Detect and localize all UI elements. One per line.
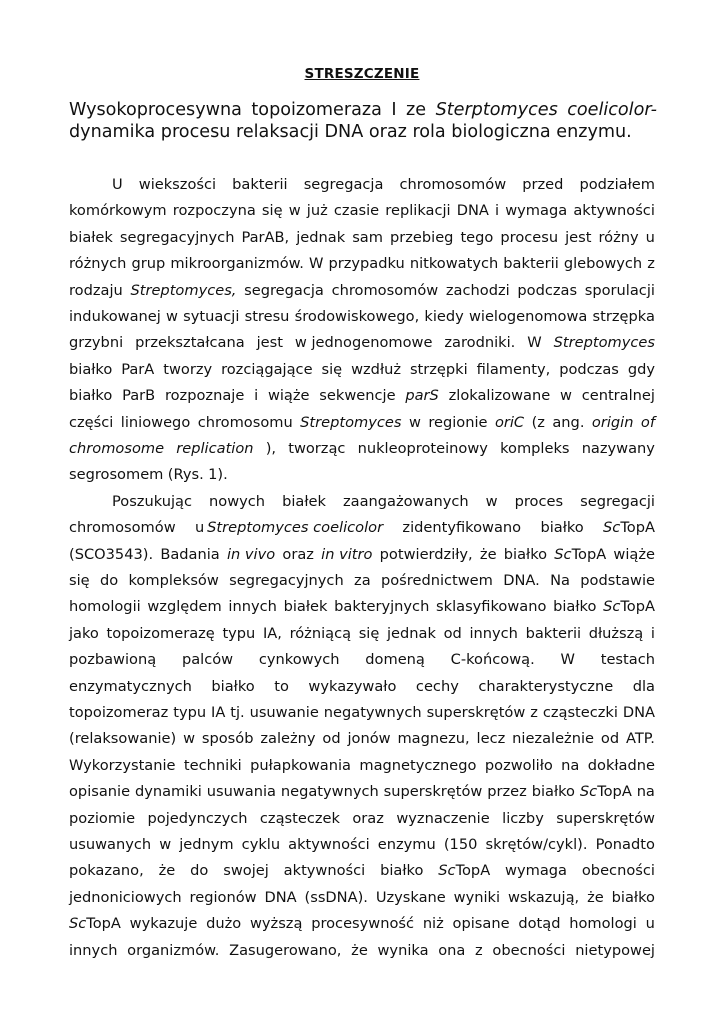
word: rozpoznaje bbox=[164, 387, 245, 405]
word: pojedynczych bbox=[147, 809, 248, 827]
text-line bbox=[69, 806, 655, 832]
word: (relaksowanie) bbox=[69, 730, 177, 748]
word: filamenty, bbox=[476, 360, 551, 378]
word: I bbox=[391, 100, 397, 120]
word: organizmów. bbox=[127, 941, 220, 959]
word: części bbox=[69, 413, 114, 431]
word: bakterii bbox=[503, 255, 559, 273]
word: w bbox=[485, 492, 498, 510]
word: ScTopA bbox=[554, 545, 607, 563]
word: topoizomerazę bbox=[106, 624, 215, 642]
word: wykazywało bbox=[308, 677, 397, 695]
word: gdy bbox=[627, 360, 655, 378]
word: wyniki bbox=[453, 888, 501, 906]
word: chromosomów bbox=[399, 176, 507, 193]
text-line bbox=[69, 251, 655, 277]
word: od bbox=[443, 624, 462, 642]
word: podstawie bbox=[580, 572, 655, 589]
word: za bbox=[354, 572, 371, 589]
word: DNA bbox=[456, 202, 489, 220]
word: białko bbox=[553, 598, 597, 616]
word: tworzy bbox=[163, 360, 213, 378]
word: się bbox=[261, 202, 283, 220]
word: zidentyfikowano bbox=[402, 519, 522, 537]
word: magnezu, bbox=[397, 730, 470, 748]
word: sytuacji bbox=[183, 308, 240, 325]
word: nietypowej bbox=[575, 941, 655, 959]
word: w bbox=[408, 413, 421, 431]
word: W bbox=[308, 255, 324, 273]
word: W bbox=[527, 334, 542, 352]
word: białek bbox=[283, 598, 328, 616]
word: opisane bbox=[452, 915, 510, 933]
word: segregacyjnych bbox=[119, 228, 235, 246]
word: wskazują, bbox=[507, 888, 580, 906]
word: in vivo bbox=[226, 545, 276, 563]
word: magnetycznego bbox=[359, 756, 477, 774]
word: białko bbox=[380, 862, 424, 880]
word: oriC bbox=[494, 413, 525, 431]
word: niezależnie bbox=[512, 730, 595, 748]
word: usuwanych bbox=[69, 836, 152, 853]
text-line bbox=[112, 172, 655, 198]
word: to bbox=[274, 677, 289, 695]
title-line bbox=[69, 99, 657, 121]
word: glebowych bbox=[563, 255, 643, 273]
word: wiąże bbox=[613, 545, 655, 563]
word: strzępki bbox=[409, 360, 468, 378]
word: mikroorganizmów. bbox=[170, 255, 304, 273]
word: Uzyskane bbox=[375, 888, 446, 906]
word: aktywności bbox=[283, 862, 366, 880]
text-line bbox=[69, 542, 655, 568]
text-line bbox=[69, 885, 655, 911]
word: techniki bbox=[183, 756, 242, 774]
word: nukleoproteinowy bbox=[357, 440, 488, 457]
word: coelicolor- bbox=[567, 100, 657, 120]
word: białek bbox=[69, 228, 113, 246]
word: i bbox=[495, 202, 500, 220]
word: (z bbox=[531, 413, 545, 431]
word: C-końcową. bbox=[450, 651, 535, 669]
word: dłuższą bbox=[588, 624, 644, 642]
word: białek bbox=[282, 492, 326, 510]
word: wyznaczenie bbox=[396, 809, 490, 827]
word: ), bbox=[265, 440, 277, 457]
word: Ponadto bbox=[595, 836, 655, 853]
word: segregacja bbox=[244, 281, 324, 299]
word: u bbox=[645, 915, 655, 933]
word: się bbox=[321, 360, 343, 378]
word: jednak bbox=[387, 624, 436, 642]
word: w bbox=[159, 836, 172, 853]
word: cyklu bbox=[241, 836, 281, 853]
word: innych bbox=[228, 598, 277, 616]
word: topoizomeraza bbox=[251, 100, 382, 120]
word: z bbox=[530, 704, 538, 721]
word: cząsteczek bbox=[259, 809, 340, 827]
word: tj. bbox=[230, 704, 245, 721]
word: Zasugerowano, bbox=[229, 941, 342, 959]
text-line bbox=[69, 515, 655, 541]
text-line bbox=[69, 198, 655, 224]
word: ParA bbox=[121, 360, 155, 378]
word: już bbox=[306, 202, 328, 220]
word: jednoniciowych bbox=[69, 888, 182, 906]
word: do bbox=[190, 862, 209, 880]
word: replication bbox=[176, 440, 254, 457]
word: podczas bbox=[517, 281, 578, 299]
word: że bbox=[158, 862, 176, 880]
word: kompleks bbox=[500, 440, 570, 457]
text-line bbox=[69, 753, 655, 779]
word: sam bbox=[352, 228, 383, 246]
document-title bbox=[69, 99, 657, 143]
word: wykazuje bbox=[129, 915, 198, 933]
word: wzdłuż bbox=[351, 360, 401, 378]
word: sporulacji bbox=[584, 281, 655, 299]
word: typu bbox=[222, 624, 256, 642]
word: się bbox=[69, 572, 90, 589]
word: Badania bbox=[160, 545, 220, 563]
word: grzybni bbox=[69, 334, 124, 352]
word: ScTopA bbox=[579, 783, 632, 801]
word: białko bbox=[69, 360, 113, 378]
word: parS bbox=[405, 387, 439, 405]
word: zaangażowanych bbox=[342, 492, 469, 510]
word: chromosomu bbox=[197, 413, 293, 431]
word: enzymatycznych bbox=[69, 677, 192, 695]
text-line bbox=[69, 304, 655, 330]
word: usuwanie bbox=[249, 704, 319, 721]
word: IA, bbox=[262, 624, 282, 642]
word: ScTopA bbox=[603, 598, 655, 616]
word: charakterystyczne bbox=[478, 677, 614, 695]
word: superskrętów bbox=[383, 783, 483, 801]
word: segrosomem bbox=[69, 466, 164, 484]
word: replikacji bbox=[385, 202, 451, 220]
word: pozbawioną bbox=[69, 651, 157, 669]
word: względem bbox=[147, 598, 222, 616]
word: kompleksów bbox=[128, 572, 219, 589]
word: ScTopA bbox=[603, 519, 655, 537]
word: białko bbox=[503, 545, 548, 563]
text-line bbox=[69, 938, 655, 964]
word: tworząc bbox=[288, 440, 346, 457]
word: przypadku bbox=[328, 255, 405, 273]
word: ParAB, bbox=[241, 228, 290, 246]
word: jest bbox=[256, 334, 283, 352]
word: Streptomyces bbox=[300, 413, 402, 431]
word: stresu bbox=[244, 308, 290, 325]
word: zależny bbox=[260, 730, 316, 748]
text-line bbox=[69, 594, 655, 620]
word: ona bbox=[438, 941, 466, 959]
word: różniącą bbox=[289, 624, 352, 642]
word: rodzaju bbox=[69, 281, 123, 299]
word: jednak bbox=[296, 228, 346, 246]
word: do bbox=[99, 572, 119, 589]
text-line bbox=[69, 330, 655, 356]
word: cynkowych bbox=[258, 651, 340, 669]
word: innych bbox=[69, 941, 118, 959]
word: liczby bbox=[502, 809, 544, 827]
word: od bbox=[322, 730, 341, 748]
text-line bbox=[69, 858, 655, 884]
word: testach bbox=[600, 651, 655, 669]
word: DNA. bbox=[503, 572, 540, 589]
word: lecz bbox=[476, 730, 506, 748]
word: indukowanej bbox=[69, 308, 161, 325]
word: liniowego bbox=[120, 413, 191, 431]
text-line bbox=[69, 225, 655, 251]
word: w bbox=[559, 387, 572, 405]
word: przekształcana bbox=[135, 334, 245, 352]
word: ScTopA bbox=[438, 862, 491, 880]
word: czasie bbox=[333, 202, 380, 220]
word: że bbox=[479, 545, 497, 563]
word: sekwencje bbox=[319, 387, 396, 405]
word: przebieg bbox=[389, 228, 454, 246]
word: białko bbox=[211, 677, 255, 695]
word: grup bbox=[131, 255, 166, 273]
word: wymaga bbox=[505, 202, 568, 220]
word: Streptomyces bbox=[553, 334, 655, 352]
word: na bbox=[636, 783, 655, 801]
word: innych bbox=[469, 624, 518, 642]
word: obecności bbox=[492, 941, 566, 959]
word: cząsteczki bbox=[542, 704, 618, 721]
text-line bbox=[69, 726, 655, 752]
word: in vitro bbox=[321, 545, 373, 563]
word: dokładne bbox=[587, 756, 655, 774]
word: centralnej bbox=[581, 387, 655, 405]
word: chromosomów bbox=[331, 281, 439, 299]
word: od bbox=[600, 730, 620, 748]
text-line bbox=[69, 410, 655, 436]
word: dużo bbox=[206, 915, 242, 933]
word: z bbox=[647, 255, 655, 273]
word: pośrednictwem bbox=[380, 572, 493, 589]
word: procesu bbox=[500, 228, 559, 246]
word: homologi bbox=[569, 915, 637, 933]
word: Streptomyces, bbox=[130, 281, 237, 299]
word: (SCO3543). bbox=[69, 545, 154, 563]
text-line bbox=[69, 647, 655, 673]
word: bakteryjnych bbox=[334, 598, 430, 616]
text-line bbox=[69, 278, 655, 304]
text-line bbox=[69, 700, 655, 726]
word: IA bbox=[211, 704, 226, 721]
word: aktywności bbox=[573, 202, 655, 220]
word: (150 bbox=[443, 836, 478, 853]
word: białko bbox=[531, 783, 575, 801]
text-line bbox=[69, 462, 655, 488]
text-line bbox=[69, 911, 655, 937]
word: białko bbox=[69, 387, 113, 405]
word: negatywnych bbox=[280, 783, 379, 801]
word: Wykorzystanie bbox=[69, 756, 176, 774]
word: zlokalizowane bbox=[448, 387, 551, 405]
word: usuwania bbox=[206, 783, 276, 801]
word: jako bbox=[69, 624, 99, 642]
word: (Rys. bbox=[167, 466, 204, 484]
word: dynamika procesu relaksacji DNA oraz rola biologiczna enzymu. bbox=[69, 122, 632, 142]
word: domeną bbox=[365, 651, 425, 669]
word: swojej bbox=[223, 862, 269, 880]
word: superskrętów bbox=[556, 809, 655, 827]
word: poziomie bbox=[69, 809, 136, 827]
word: regionie bbox=[428, 413, 488, 431]
text-line bbox=[69, 383, 655, 409]
word: chromosome bbox=[69, 440, 165, 457]
word: w jednogenomowe bbox=[294, 334, 433, 352]
text-line bbox=[69, 568, 655, 594]
word: U bbox=[112, 176, 123, 193]
word: różny bbox=[598, 228, 639, 246]
word: przez bbox=[487, 783, 527, 801]
word: 1). bbox=[208, 466, 228, 484]
word: DNA bbox=[264, 888, 297, 906]
word: proces bbox=[514, 492, 564, 510]
word: ang. bbox=[552, 413, 585, 431]
word: procesywność bbox=[311, 915, 415, 933]
word: dotąd bbox=[518, 915, 561, 933]
word: oraz bbox=[282, 545, 314, 563]
word: of bbox=[640, 413, 655, 431]
word: strzępka bbox=[592, 308, 655, 325]
word: pokazano, bbox=[69, 862, 144, 880]
word: chromosomów bbox=[69, 519, 176, 537]
word: białko bbox=[540, 519, 584, 537]
word: cechy bbox=[415, 677, 459, 695]
word: wiąże bbox=[267, 387, 310, 405]
word: tego bbox=[460, 228, 494, 246]
text-line bbox=[69, 436, 655, 462]
word: DNA bbox=[622, 704, 655, 721]
word: się bbox=[358, 624, 380, 642]
word: dynamiki bbox=[134, 783, 202, 801]
word: Sterptomyces bbox=[435, 100, 558, 120]
word: z bbox=[475, 941, 483, 959]
text-line bbox=[69, 357, 655, 383]
word: jednym bbox=[179, 836, 234, 853]
word: że bbox=[587, 888, 604, 906]
word: i bbox=[650, 624, 655, 642]
word: w bbox=[183, 730, 195, 748]
word: w bbox=[166, 308, 178, 325]
word: i bbox=[254, 387, 259, 405]
word: bakterii bbox=[232, 176, 288, 193]
word: nazywany bbox=[581, 440, 655, 457]
word: superskrętów bbox=[426, 704, 526, 721]
text-line bbox=[69, 832, 655, 858]
word: ATP. bbox=[625, 730, 655, 748]
word: rozpoczyna bbox=[172, 202, 256, 220]
word: na bbox=[561, 756, 580, 774]
word: aktywności bbox=[288, 836, 370, 853]
word: segregacji bbox=[580, 492, 655, 510]
word: nitkowatych bbox=[409, 255, 499, 273]
text-line bbox=[69, 621, 655, 647]
word: regionów bbox=[189, 888, 257, 906]
word: negatywnych bbox=[323, 704, 422, 721]
text-line bbox=[112, 489, 655, 515]
word: oraz bbox=[352, 809, 384, 827]
word: pułapkowania bbox=[250, 756, 351, 774]
word: skrętów/cykl). bbox=[485, 836, 588, 853]
word: wynika bbox=[377, 941, 429, 959]
word: segregacyjnych bbox=[229, 572, 344, 589]
word: topoizomeraz bbox=[69, 704, 169, 721]
word: podczas bbox=[559, 360, 619, 378]
word: białko bbox=[611, 888, 655, 906]
word: wymaga bbox=[505, 862, 567, 880]
word: wiekszości bbox=[138, 176, 217, 193]
word: W bbox=[560, 651, 575, 669]
word: zachodzi bbox=[445, 281, 510, 299]
word: Na bbox=[550, 572, 570, 589]
word: u bbox=[645, 228, 655, 246]
word: Poszukując bbox=[112, 492, 192, 510]
word: zarodniki. bbox=[444, 334, 516, 352]
word: pozwoliło bbox=[484, 756, 553, 774]
abstract-heading: STRESZCZENIE bbox=[304, 66, 420, 82]
word: wyższą bbox=[249, 915, 303, 933]
word: dla bbox=[632, 677, 655, 695]
word: różnych bbox=[69, 255, 127, 273]
word: wielogenomowa bbox=[468, 308, 588, 325]
word: (ssDNA). bbox=[304, 888, 368, 906]
word: podziałem bbox=[579, 176, 655, 193]
word: jonów bbox=[347, 730, 391, 748]
word: sposób bbox=[201, 730, 254, 748]
word: homologii bbox=[69, 598, 141, 616]
word: że bbox=[351, 941, 368, 959]
word: segregacja bbox=[303, 176, 384, 193]
word: obecności bbox=[581, 862, 655, 880]
word: komórkowym bbox=[69, 202, 167, 220]
word: Wysokoprocesywna bbox=[69, 100, 242, 120]
word: bakterii bbox=[525, 624, 582, 642]
word: rozciągające bbox=[221, 360, 313, 378]
text-line bbox=[69, 779, 655, 805]
word: u Streptomyces coelicolor bbox=[194, 519, 384, 537]
title-line bbox=[69, 121, 657, 143]
word: enzymu bbox=[377, 836, 436, 853]
word: niż bbox=[422, 915, 444, 933]
word: ze bbox=[406, 100, 427, 120]
word: palców bbox=[181, 651, 234, 669]
word: opisanie bbox=[69, 783, 131, 801]
word: jest bbox=[565, 228, 592, 246]
word: kiedy bbox=[424, 308, 464, 325]
word: nowych bbox=[209, 492, 266, 510]
word: origin bbox=[591, 413, 634, 431]
word: typu bbox=[173, 704, 207, 721]
word: w bbox=[288, 202, 301, 220]
word: ParB bbox=[122, 387, 156, 405]
word: potwierdziły, bbox=[379, 545, 473, 563]
word: sklasyfikowano bbox=[436, 598, 547, 616]
word: ScTopA bbox=[69, 915, 121, 933]
text-line bbox=[69, 674, 655, 700]
word: przed bbox=[522, 176, 564, 193]
word: środowiskowego, bbox=[294, 308, 420, 325]
